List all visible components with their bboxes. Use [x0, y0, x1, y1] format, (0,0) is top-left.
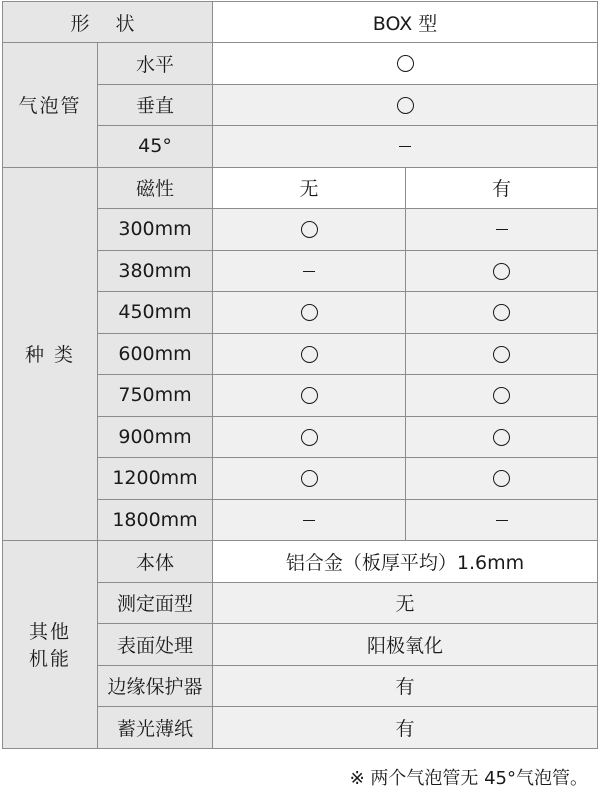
circle-mark — [493, 387, 510, 404]
bubble-label: 气泡管 — [3, 43, 98, 168]
length-label: 900mm — [98, 416, 213, 458]
with-cell — [406, 333, 598, 375]
shape-row — [3, 2, 598, 43]
other-row-value: 有 — [213, 707, 598, 749]
other-row-label: 表面处理 — [98, 624, 213, 666]
dash-mark — [303, 271, 315, 272]
bubble-row-label: 垂直 — [98, 84, 213, 126]
bubble-row-value — [213, 84, 598, 126]
shape-value: BOX 型 — [213, 2, 598, 43]
with-cell — [406, 375, 598, 417]
dash-mark — [303, 520, 315, 521]
without-cell — [213, 499, 406, 541]
spec-table — [2, 1, 598, 749]
circle-mark — [493, 470, 510, 487]
without-cell — [213, 209, 406, 251]
other-row-value: 铝合金（板厚平均）1.6mm — [213, 541, 598, 583]
length-label: 750mm — [98, 375, 213, 417]
with-cell — [406, 499, 598, 541]
other-row-label: 边缘保护器 — [98, 665, 213, 707]
without-cell — [213, 375, 406, 417]
magnetic-header-row — [3, 167, 598, 209]
col-without: 无 — [213, 167, 406, 209]
circle-mark — [493, 346, 510, 363]
without-cell — [213, 333, 406, 375]
col-with: 有 — [406, 167, 598, 209]
footnote: ※ 两个气泡管无 45°气泡管。 — [349, 768, 588, 789]
with-cell — [406, 292, 598, 334]
with-cell — [406, 416, 598, 458]
other-row-value: 有 — [213, 665, 598, 707]
length-label: 300mm — [98, 209, 213, 251]
circle-mark — [301, 221, 318, 238]
shape-label: 形 状 — [3, 2, 213, 43]
circle-mark — [301, 429, 318, 446]
length-label: 1200mm — [98, 458, 213, 500]
other-label-line2: 机能 — [28, 648, 71, 671]
other-row-value: 无 — [213, 582, 598, 624]
circle-mark — [493, 304, 510, 321]
bubble-row-value — [213, 126, 598, 168]
without-cell — [213, 292, 406, 334]
length-label: 380mm — [98, 250, 213, 292]
length-label: 1800mm — [98, 499, 213, 541]
circle-mark — [493, 263, 510, 280]
circle-mark — [493, 429, 510, 446]
with-cell — [406, 209, 598, 251]
circle-mark — [301, 470, 318, 487]
length-label: 450mm — [98, 292, 213, 334]
bubble-row-label: 水平 — [98, 43, 213, 85]
other-label-line1: 其他 — [28, 621, 71, 644]
other-row-label: 本体 — [98, 541, 213, 583]
other-row-label: 蓄光薄纸 — [98, 707, 213, 749]
circle-mark — [397, 55, 414, 72]
magnetic-label: 磁性 — [98, 167, 213, 209]
without-cell — [213, 250, 406, 292]
types-label: 种 类 — [3, 167, 98, 541]
circle-mark — [397, 97, 414, 114]
other-label — [3, 541, 98, 749]
bubble-row — [3, 43, 598, 85]
without-cell — [213, 416, 406, 458]
length-label: 600mm — [98, 333, 213, 375]
circle-mark — [301, 346, 318, 363]
other-row — [3, 541, 598, 583]
circle-mark — [301, 304, 318, 321]
without-cell — [213, 458, 406, 500]
other-row-label: 测定面型 — [98, 582, 213, 624]
dash-mark — [496, 520, 508, 521]
bubble-row-label: 45° — [98, 126, 213, 168]
with-cell — [406, 250, 598, 292]
circle-mark — [301, 387, 318, 404]
bubble-row-value — [213, 43, 598, 85]
with-cell — [406, 458, 598, 500]
other-row-value: 阳极氧化 — [213, 624, 598, 666]
dash-mark — [496, 229, 508, 230]
dash-mark — [399, 146, 411, 147]
